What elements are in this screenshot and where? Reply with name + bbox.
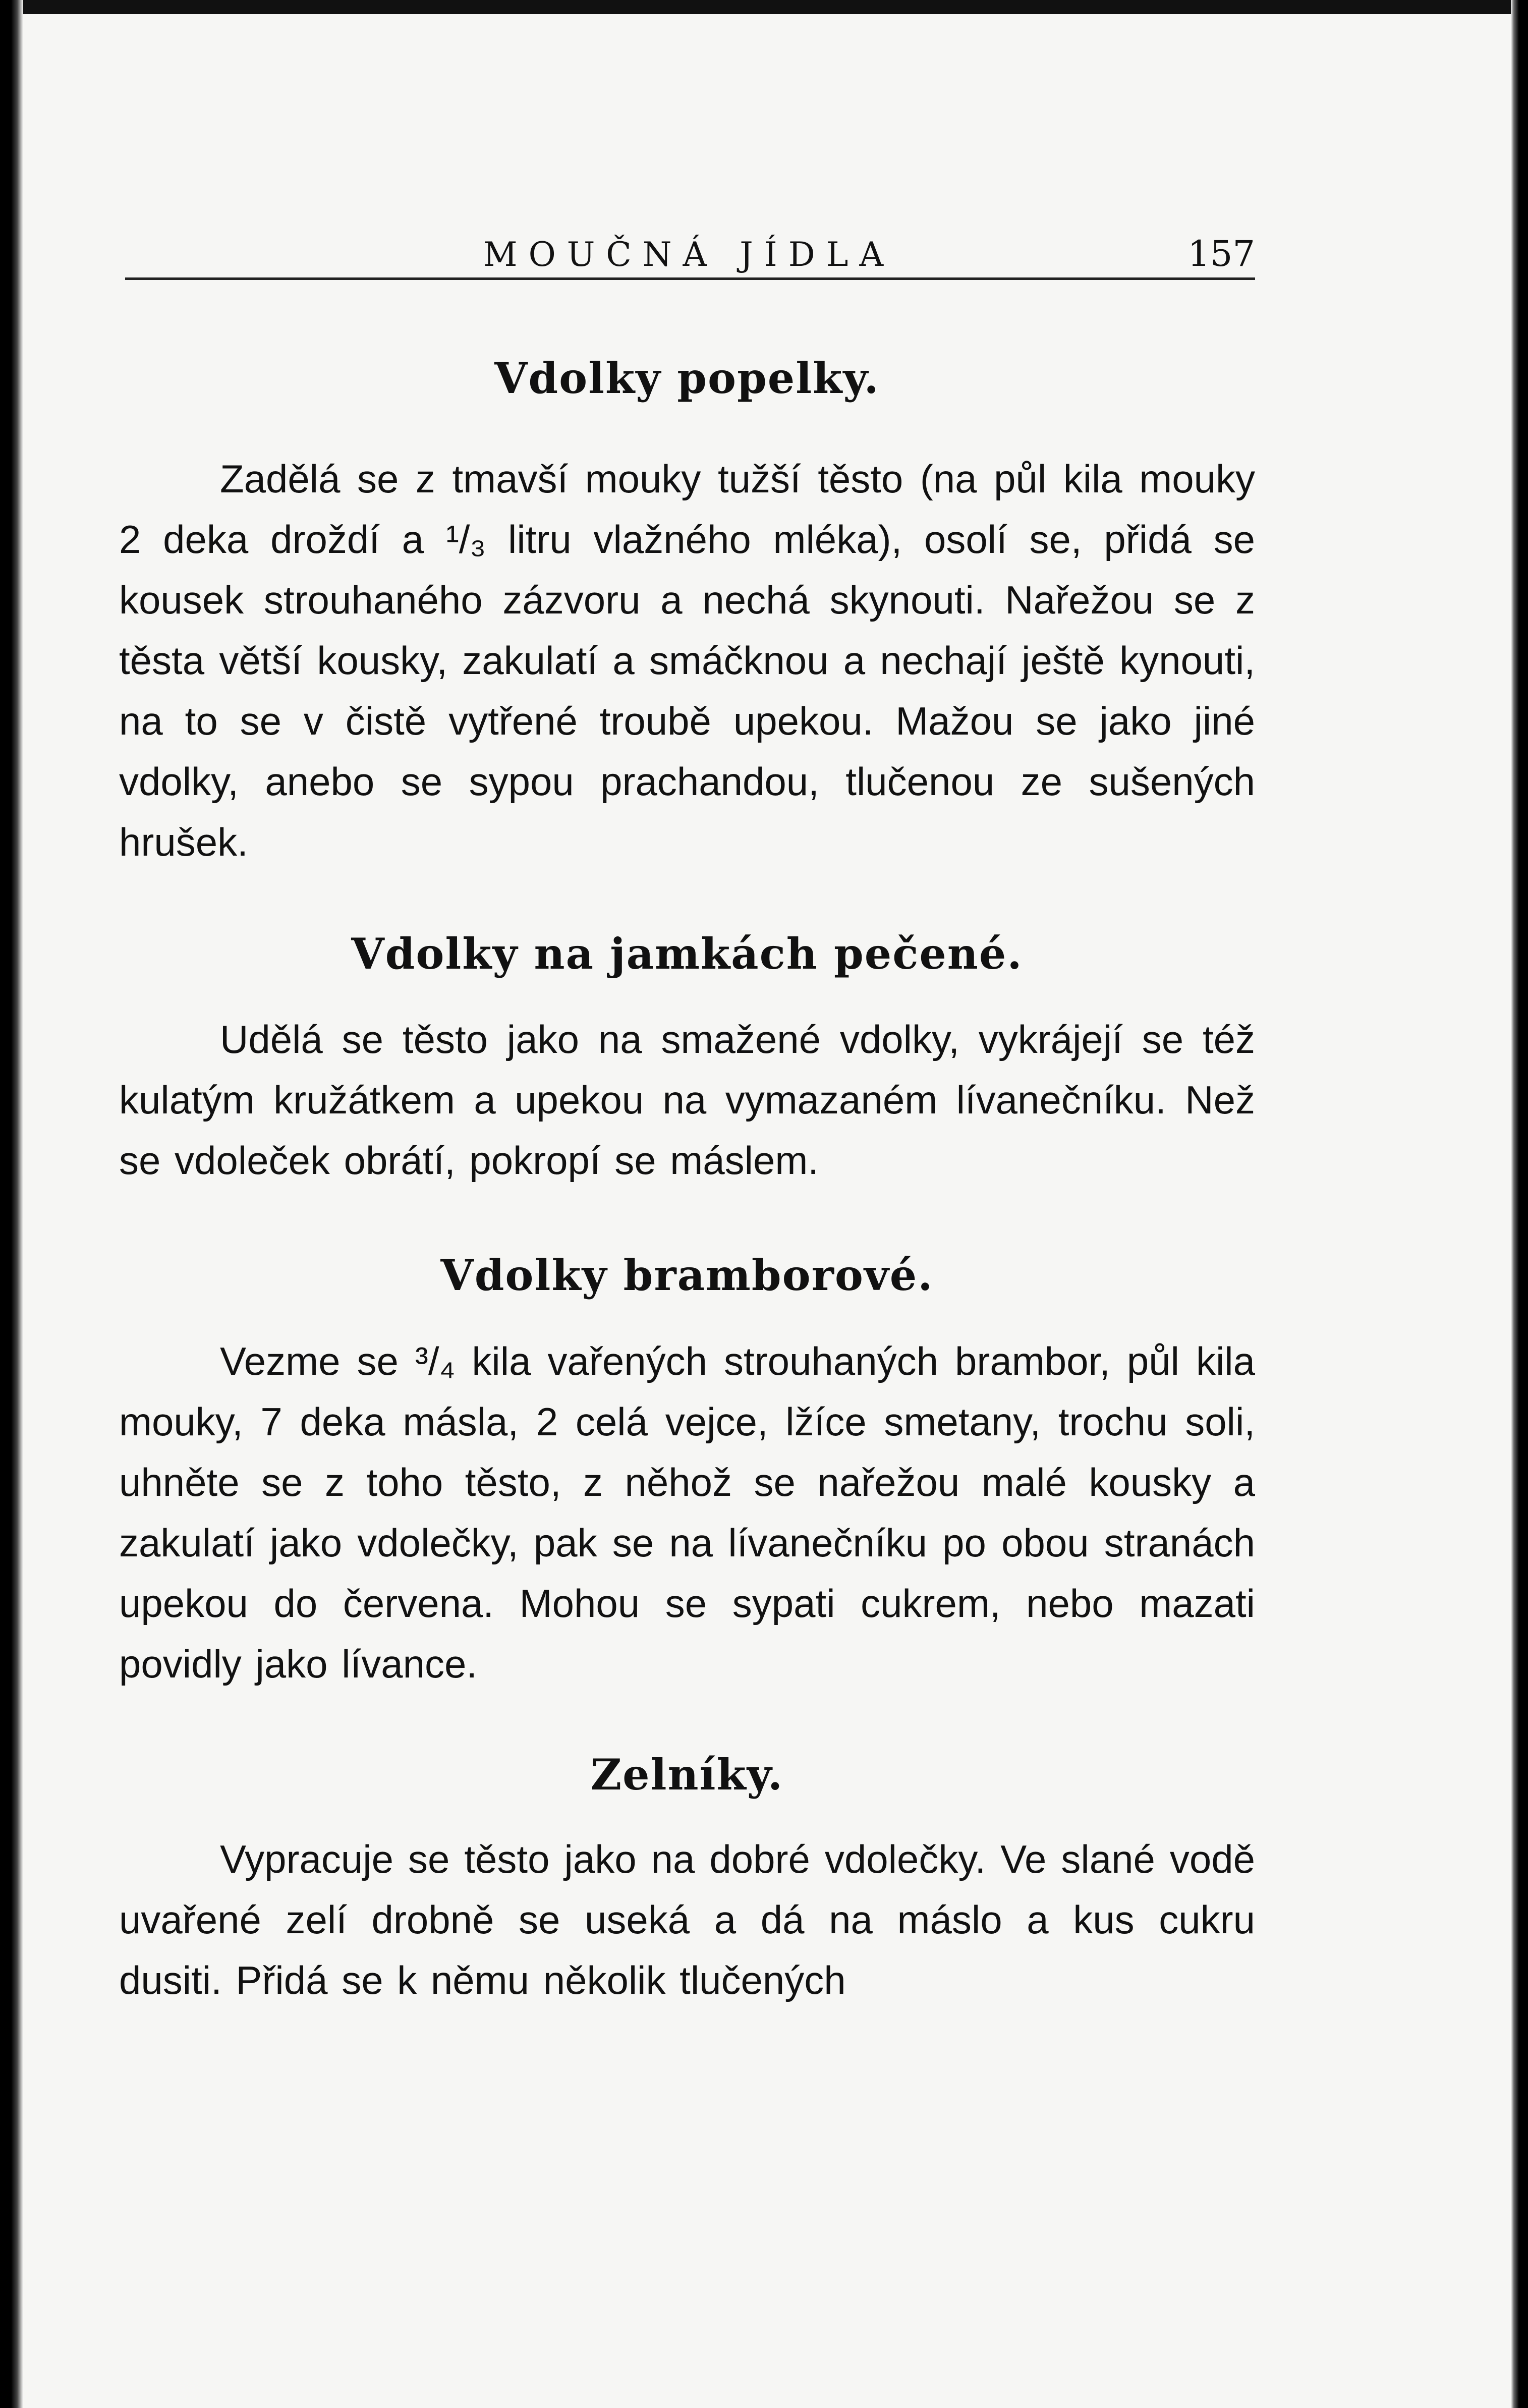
scan-edge-right [1511,0,1528,2408]
page-number: 157 [1187,233,1255,274]
page-content [119,343,1255,2010]
recipe-text: Zadělá se z tmavší mouky tužší těsto (na půl kila mouky 2 deka droždí a ¹/₃ litru vlažného mléka), osolí se, přidá se kousek strouhaného zázvoru a nechá skynouti. Nařežou se z těsta větší kousky, zakulatí a smáčknou a nechají ještě kynouti, na to se v čistě vytřené troubě upekou. Mažou se jako jiné vdolky, anebo se sypou prachandou, tlučenou ze sušených hrušek. [119,456,1255,864]
scan-edge-left [0,0,23,2408]
recipe-text: Vezme se ³/₄ kila vařených strouhaných brambor, půl kila mouky, 7 deka másla, 2 celá vejce, lžíce smetany, trochu soli, uhněte se z toho těsto, z něhož se nařežou malé kousky a zakulatí jako vdolečky, pak se na lívanečníku po obou stranách upekou do červena. Mohou se sypati cukrem, nebo mazati povidly jako lívance. [119,1339,1255,1687]
recipe-title: Vdolky na jamkách pečené. [351,928,1023,979]
running-title: MOUČNÁ JÍDLA [483,235,895,274]
page-header [125,226,1255,282]
header-rule [125,277,1255,280]
recipe-text: Vypracuje se těsto jako na dobré vdolečky. Ve slané vodě uvařené zelí drobně se useká a dá na máslo a kus cukru dusiti. Přidá se k němu několik tlučených [119,1837,1255,2003]
recipe-title: Vdolky bramborové. [440,1250,934,1300]
recipe-text: Udělá se těsto jako na smažené vdolky, vykrájejí se též kulatým kružátkem a upekou na vymazaném lívanečníku. Než se vdoleček obrátí, pokropí se máslem. [119,1017,1255,1183]
recipe-title: Zelníky. [590,1750,784,1800]
recipe-title: Vdolky popelky. [494,353,880,403]
scan-edge-top [0,0,1528,14]
